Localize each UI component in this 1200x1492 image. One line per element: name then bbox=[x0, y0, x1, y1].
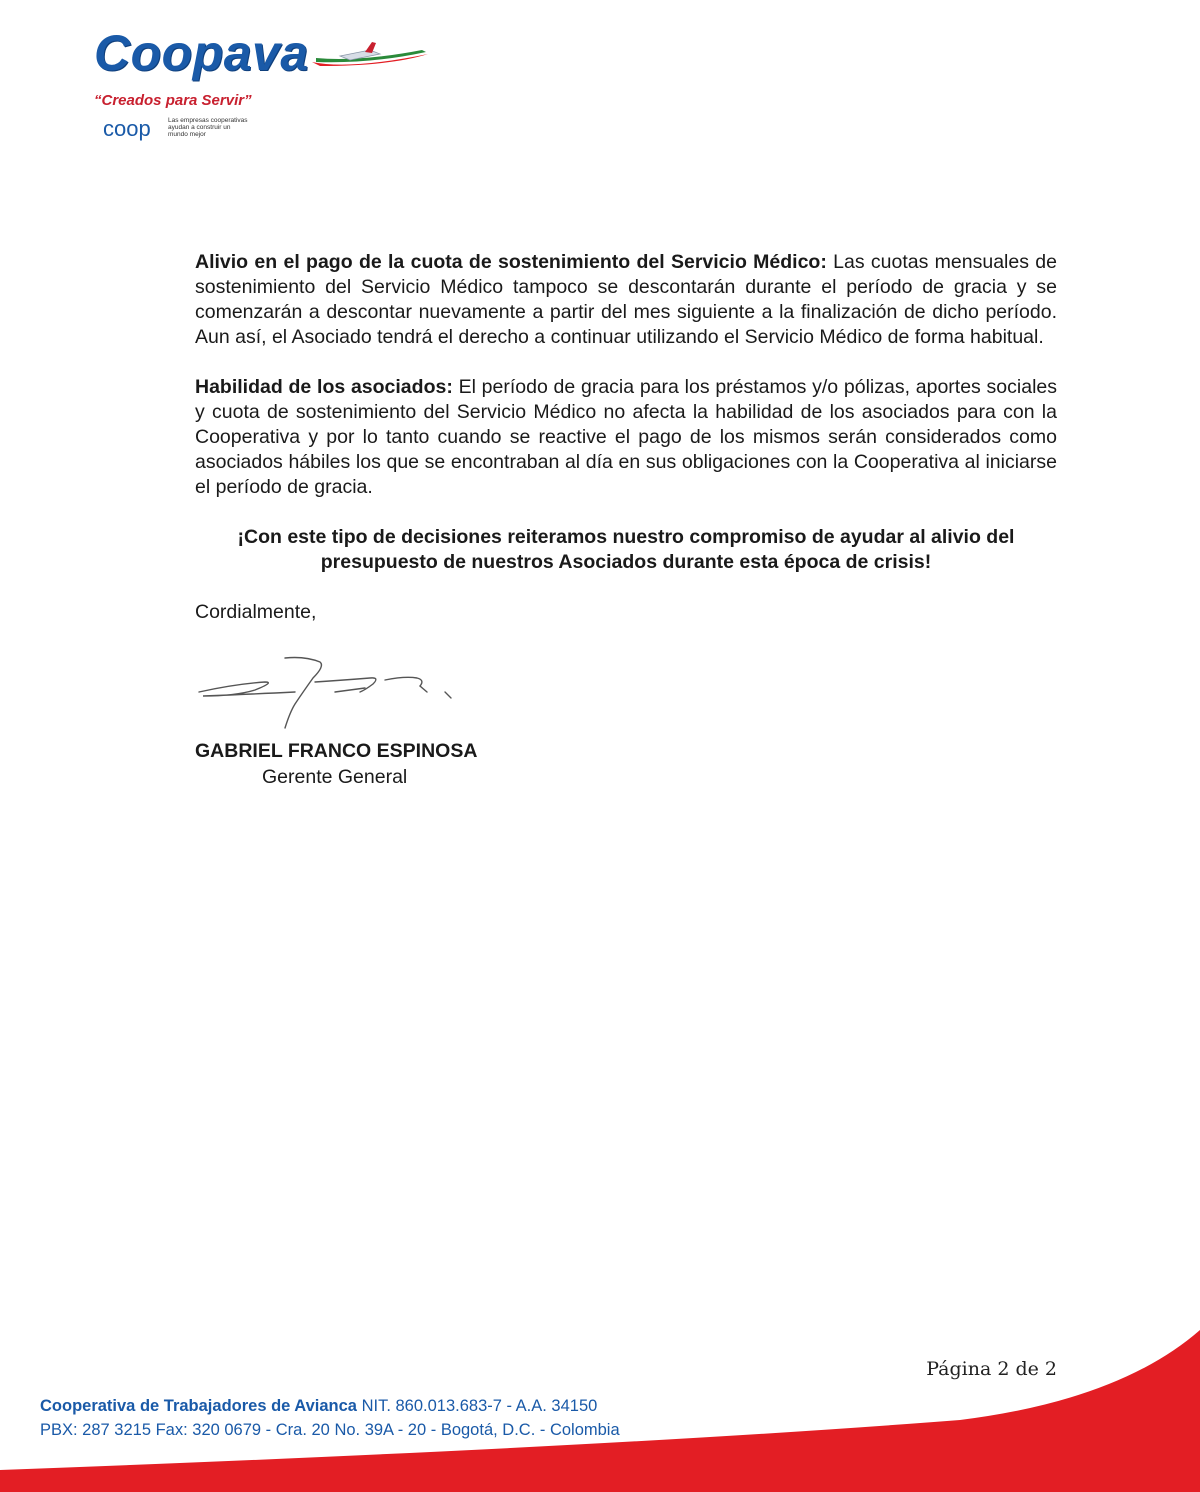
paragraph-text: Las cuotas mensuales de sostenimiento del Servicio Médico tampoco se descontarán durante el período de gracia y se comenzarán a descontar nuevamente a partir del mes siguiente a la finalización de dicho período. Aun así, el Asociado tendrá el derecho a continuar utilizando el Servicio Médico de forma habitual. bbox=[195, 251, 1057, 348]
paragraph-text: El período de gracia para los préstamos y/o pólizas, aportes sociales y cuota de sostenimiento del Servicio Médico no afecta la habilidad de los asociados para con la Cooperativa y por lo tanto cuando se reactive el pago de los mismos serán considerados como asociados hábiles los que se encontraban al día en sus obligaciones con la Cooperativa al iniciarse el período de gracia. bbox=[195, 376, 1057, 498]
signer-name: GABRIEL FRANCO ESPINOSA bbox=[195, 740, 478, 762]
handwritten-signature bbox=[195, 652, 485, 742]
footer-line-1 bbox=[40, 1394, 620, 1418]
footer-line-2: PBX: 287 3215 Fax: 320 0679 - Cra. 20 No. 39A - 20 - Bogotá, D.C. - Colombia bbox=[40, 1421, 620, 1439]
nit-and-box: NIT. 860.013.683-7 - A.A. 34150 bbox=[356, 1397, 598, 1415]
coopava-logo: Coopava bbox=[94, 25, 309, 81]
closing-line: presupuesto de nuestros Asociados durante esta época de crisis! bbox=[320, 551, 932, 573]
paragraph-title: Alivio en el pago de la cuota de sostenimiento del Servicio Médico: bbox=[195, 251, 827, 273]
closing-statement bbox=[195, 525, 1057, 575]
letterhead bbox=[90, 22, 450, 152]
coop-tagline: Las empresas cooperativas ayudan a construir un mundo mejor bbox=[168, 117, 248, 138]
slogan: “Creados para Servir” bbox=[94, 92, 252, 109]
page-number: Página 2 de 2 bbox=[926, 1358, 1057, 1380]
closing-line: ¡Con este tipo de decisiones reiteramos nuestro compromiso de ayudar al alivio del bbox=[237, 526, 1015, 548]
paragraph-member-eligibility bbox=[195, 375, 1057, 500]
salutation: Cordialmente, bbox=[195, 601, 317, 623]
footer-contact bbox=[40, 1394, 620, 1442]
signer-role: Gerente General bbox=[262, 766, 408, 788]
paragraph-medical-service bbox=[195, 250, 1057, 350]
paragraph-title: Habilidad de los asociados: bbox=[195, 376, 453, 398]
airplane-icon bbox=[310, 40, 430, 80]
coop-logo bbox=[102, 114, 162, 144]
organization-name: Cooperativa de Trabajadores de Avianca bbox=[40, 1397, 357, 1415]
letter-body bbox=[195, 250, 1057, 625]
svg-text:coop: coop bbox=[103, 116, 151, 141]
